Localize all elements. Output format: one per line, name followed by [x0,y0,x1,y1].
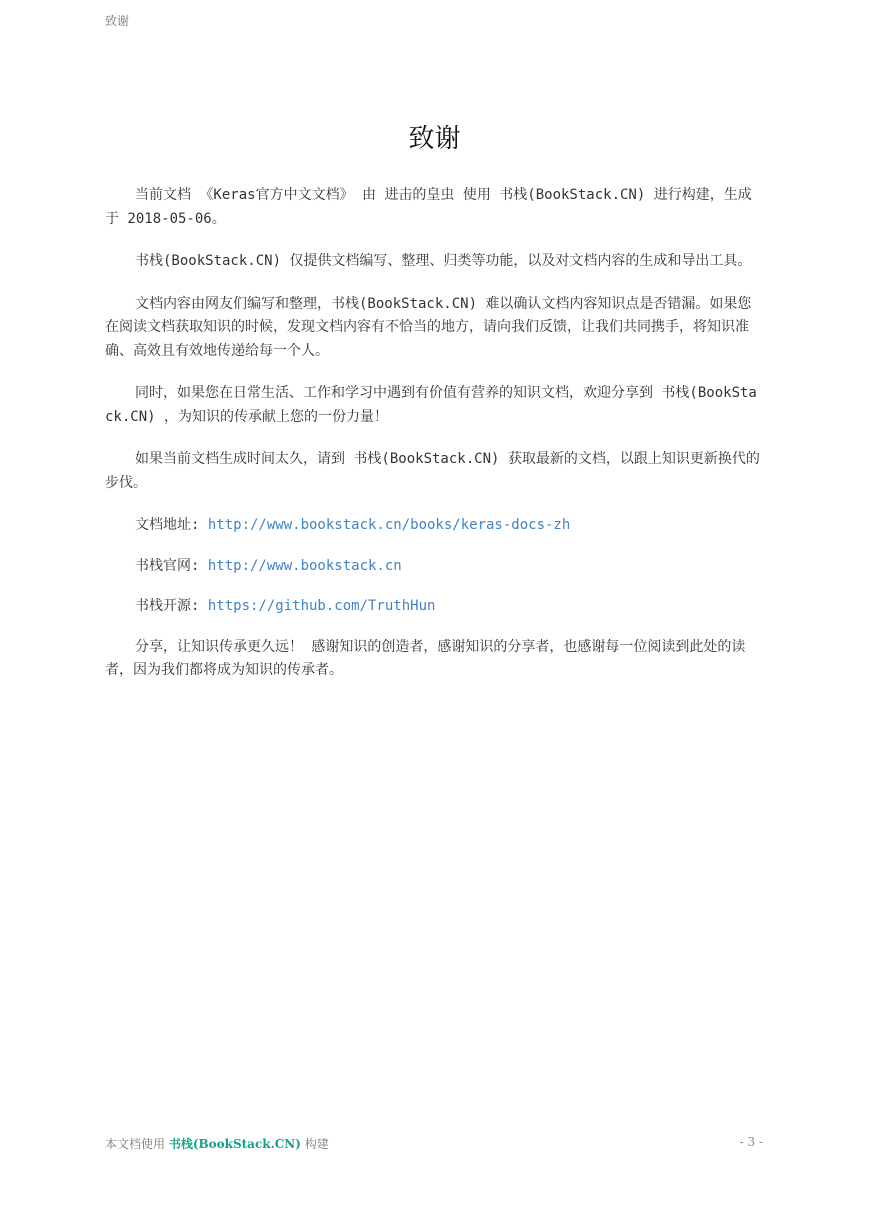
open-source-label: 书栈开源: [135,598,208,614]
doc-address-label: 文档地址: [135,517,208,533]
open-source-link[interactable]: https://github.com/TruthHun [207,598,436,614]
open-source-line [105,595,765,619]
footer-prefix: 本文档使用 [105,1137,169,1151]
official-site-label: 书栈官网: [135,557,208,574]
paragraph-features: 书栈(BookStack.CN) 仅提供文档编写、整理、归类等功能，以及对文档内容的生成和导出工具。 [135,253,752,269]
doc-address-line [105,514,765,538]
paragraph-update: 如果当前文档生成时间太久，请到 书栈(BookStack.CN) 获取最新的文档，以跟上知识更新换代的步伐。 [105,451,760,491]
page-title: 致谢 [408,124,461,154]
footer-brand-link[interactable]: 书栈(BookStack.CN) [168,1137,301,1151]
page-footer [105,1135,763,1152]
paragraph-closing: 分享，让知识传承更久远！ 感谢知识的创造者，感谢知识的分享者，也感谢每一位阅读到此处的读者，因为我们都将成为知识的传承者。 [105,638,746,678]
document-body [105,184,765,702]
footer-suffix: 构建 [300,1137,329,1151]
official-site-link[interactable]: http://www.bookstack.cn [207,557,402,574]
paragraph-share: 同时，如果您在日常生活、工作和学习中遇到有价值有营养的知识文档，欢迎分享到 书栈(BookStack.CN) ，为知识的传承献上您的一份力量！ [105,385,757,425]
page-number: - 3 - [739,1135,763,1149]
official-site-line [105,555,765,579]
paragraph-build-info: 当前文档 《Keras官方中文文档》 由 进击的皇虫 使用 书栈(BookStack.CN) 进行构建，生成于 2018-05-06。 [105,187,752,227]
paragraph-feedback: 文档内容由网友们编写和整理，书栈(BookStack.CN) 难以确认文档内容知识点是否错漏。如果您在阅读文档获取知识的时候，发现文档内容有不恰当的地方，请向我们反馈，让我们共同携手，将知识准确、高效且有效地传递给每一个人。 [105,295,752,359]
running-header: 致谢 [105,14,130,28]
doc-address-link[interactable]: http://www.bookstack.cn/books/keras-docs-zh [207,517,571,533]
